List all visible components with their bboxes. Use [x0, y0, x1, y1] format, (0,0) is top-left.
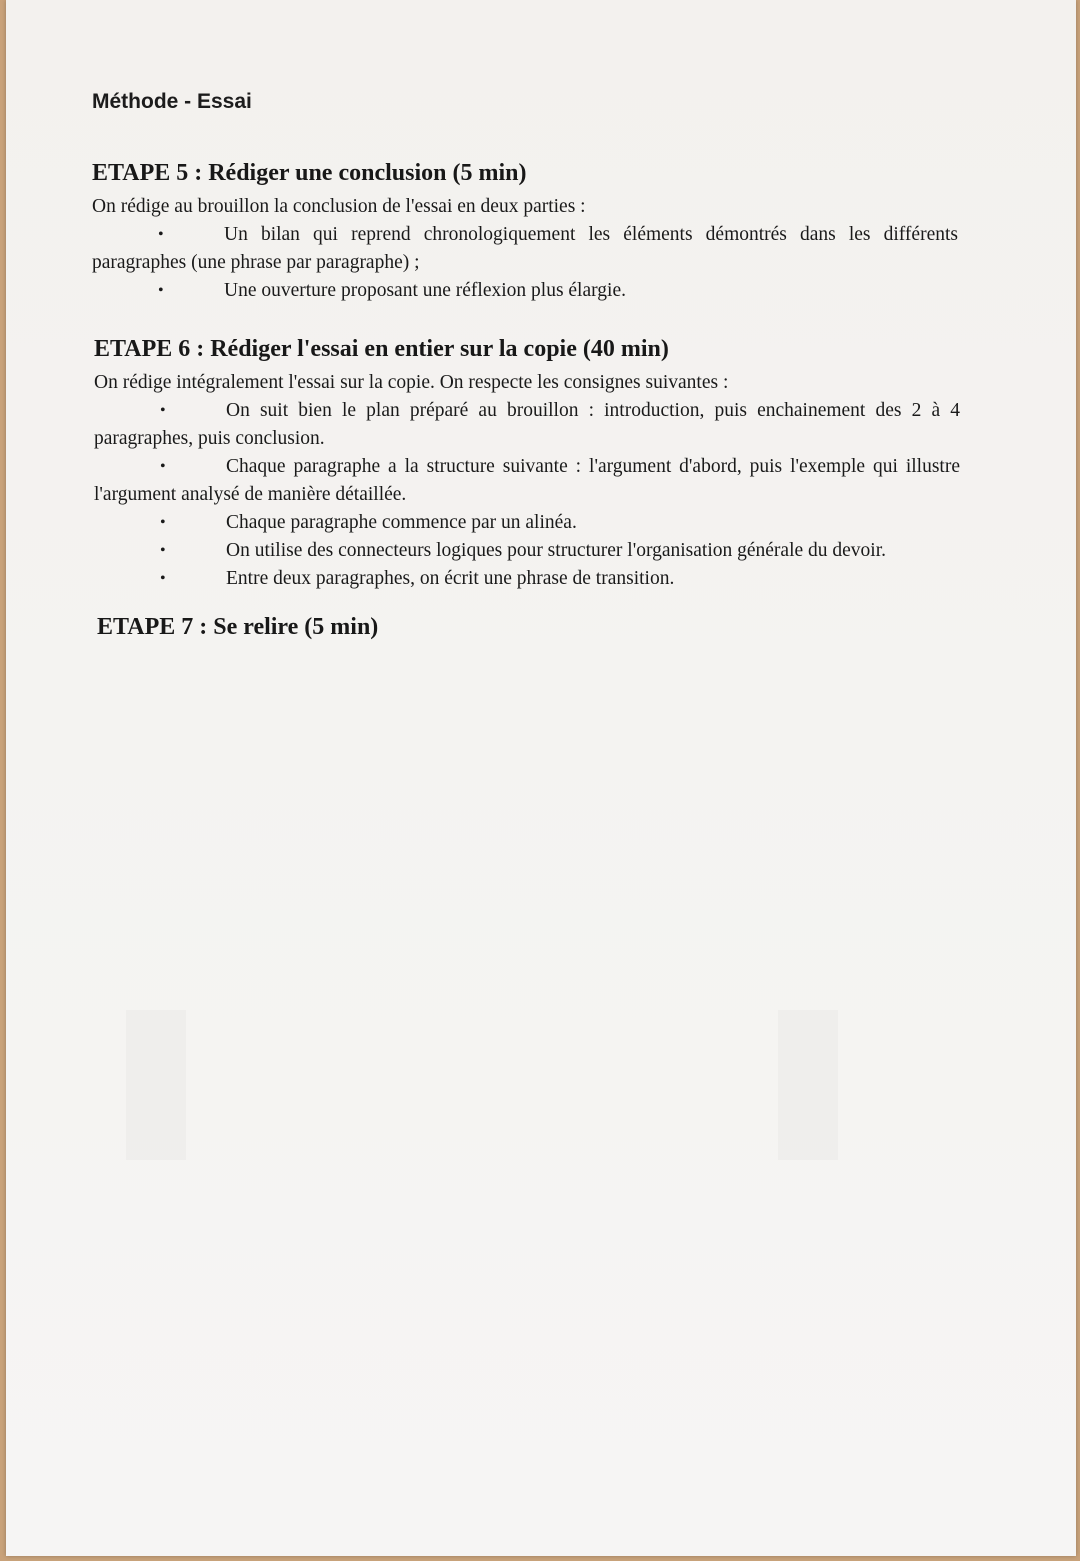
step-6-heading: ETAPE 6 : Rédiger l'essai en entier sur la copie (40 min) — [94, 336, 669, 362]
step-5-heading: ETAPE 5 : Rédiger une conclusion (5 min) — [92, 160, 527, 186]
step-5-section — [92, 160, 958, 305]
show-through-shadow — [778, 1010, 838, 1160]
step-6-section — [94, 336, 960, 593]
step-5-list — [92, 221, 958, 305]
bullet-icon: • — [160, 402, 166, 419]
list-item-text: Entre deux paragraphes, on écrit une phrase de transition. — [226, 568, 675, 589]
document-title: Méthode - Essai — [92, 90, 252, 113]
bullet-icon: • — [158, 226, 164, 243]
bullet-icon: • — [160, 570, 166, 587]
step-7-heading: ETAPE 7 : Se relire (5 min) — [97, 614, 379, 640]
step-5-intro: On rédige au brouillon la conclusion de l'essai en deux parties : — [92, 196, 586, 217]
bullet-icon: • — [158, 282, 164, 299]
list-item — [92, 277, 958, 305]
list-item — [94, 509, 960, 537]
list-item-text: On utilise des connecteurs logiques pour structurer l'organisation générale du devoir. — [226, 540, 887, 561]
bullet-icon: • — [160, 458, 166, 475]
list-item — [92, 221, 958, 277]
list-item-text: Une ouverture proposant une réflexion plus élargie. — [224, 280, 626, 301]
list-item — [94, 537, 960, 565]
step-7-section — [97, 614, 963, 647]
step-6-intro: On rédige intégralement l'essai sur la copie. On respecte les consignes suivantes : — [94, 372, 729, 393]
list-item — [94, 565, 960, 593]
list-item-text: Chaque paragraphe commence par un alinéa. — [226, 512, 577, 533]
step-6-list — [94, 397, 960, 593]
list-item-text: On suit bien le plan préparé au brouillon : introduction, puis enchainement des 2 à 4 paragraphes, puis conclusion. — [94, 400, 960, 449]
list-item-text: Un bilan qui reprend chronologiquement les éléments démontrés dans les différents paragraphes (une phrase par paragraphe) ; — [92, 224, 958, 273]
bullet-icon: • — [160, 514, 166, 531]
list-item — [94, 453, 960, 509]
document-page — [6, 0, 1076, 1556]
bullet-icon: • — [160, 542, 166, 559]
list-item-text: Chaque paragraphe a la structure suivante : l'argument d'abord, puis l'exemple qui illustre l'argument analysé de manière détaillée. — [94, 456, 960, 505]
list-item — [94, 397, 960, 453]
show-through-shadow — [126, 1010, 186, 1160]
